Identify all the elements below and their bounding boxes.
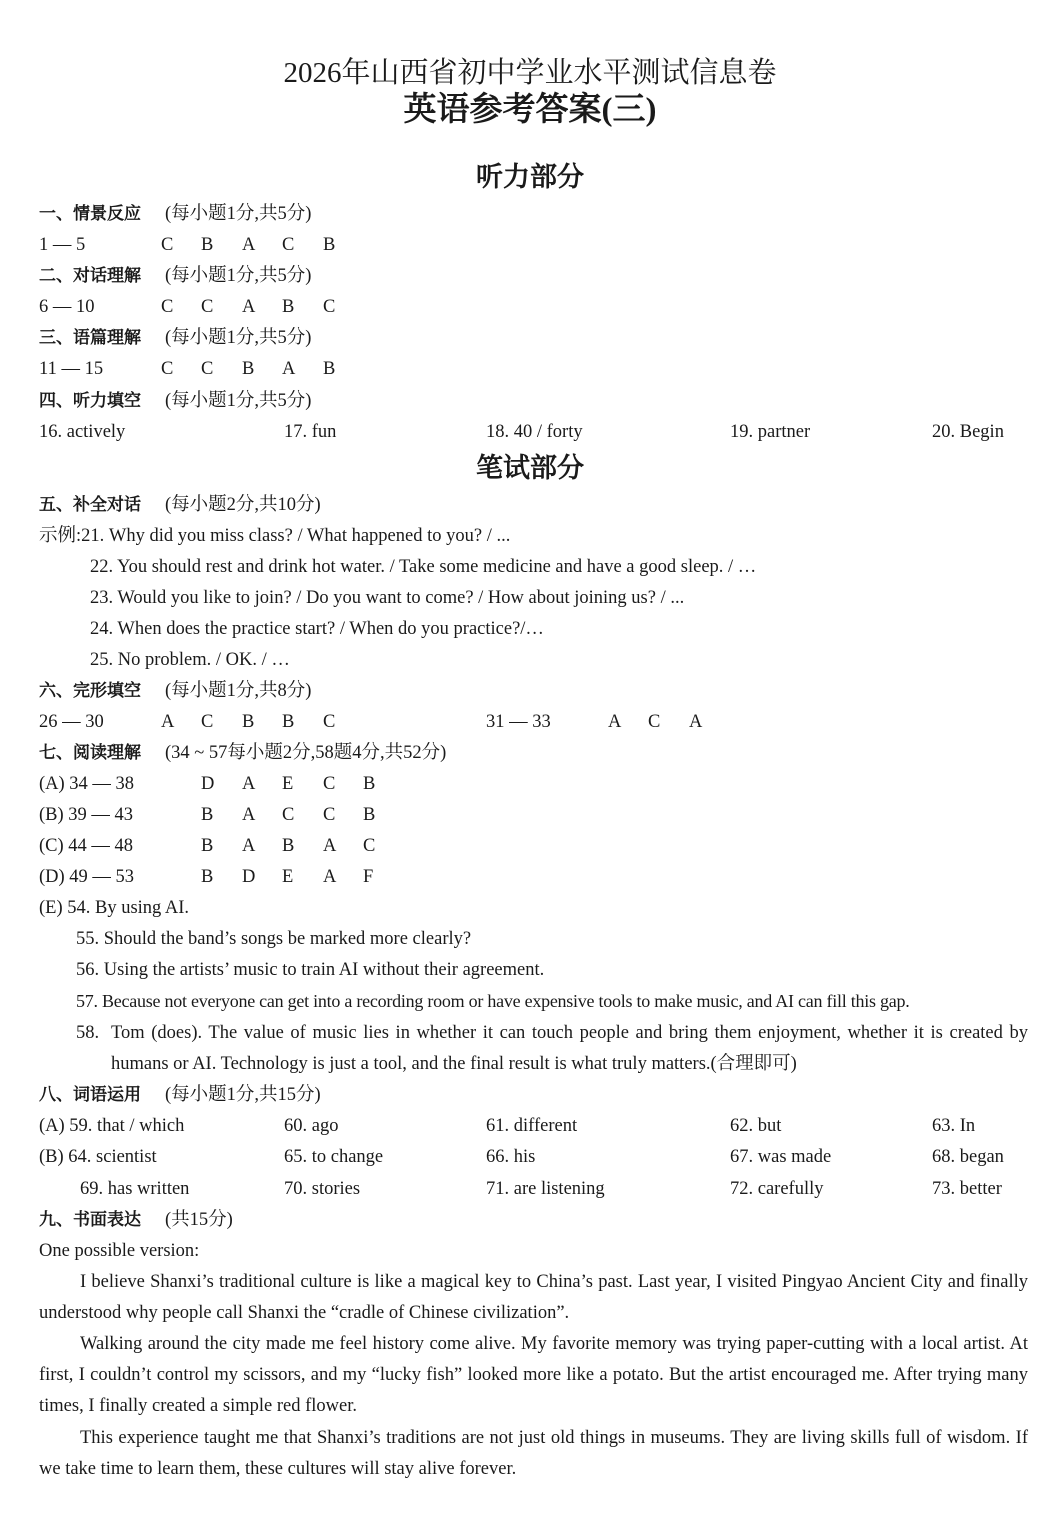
- question-number: 58.: [76, 1023, 100, 1043]
- fill-answer: 17. fun: [284, 422, 337, 442]
- part2-heading: [39, 261, 1030, 292]
- answer-letter: B: [282, 297, 295, 317]
- answer-letter: B: [363, 774, 376, 794]
- answer-letter: A: [689, 712, 703, 732]
- part2-title: 二、对话理解: [39, 266, 141, 286]
- part9-heading: [39, 1205, 1030, 1236]
- answer-letter: C: [201, 359, 214, 379]
- part6-heading: [39, 676, 1030, 707]
- reading-e-57: [39, 986, 1030, 1017]
- part3-note: (每小题1分,共5分): [165, 328, 312, 348]
- reading-answer-text: 57. Because not everyone can get into a recording room or have expensive tools to make music, and AI can fill this gap.: [76, 991, 910, 1011]
- part9-title: 九、书面表达: [39, 1210, 141, 1230]
- word-answer: (B) 64. scientist: [39, 1147, 157, 1167]
- reading-answer-text: 56. Using the artists’ music to train AI without their agreement.: [76, 960, 545, 980]
- word-answer: 67. was made: [730, 1147, 832, 1167]
- answer-letter: B: [201, 805, 214, 825]
- part2-answers: [39, 292, 1030, 323]
- answer-letter: B: [282, 836, 295, 856]
- answer-letter: C: [323, 712, 336, 732]
- part7-note: (34 ~ 57每小题2分,58题4分,共52分): [165, 743, 447, 763]
- answer-letter: A: [323, 867, 337, 887]
- part2-range: 6 — 10: [39, 297, 95, 317]
- fill-answer: 20. Begin: [932, 422, 1004, 442]
- reading-group: [39, 831, 1030, 862]
- essay-intro-text: One possible version:: [39, 1241, 200, 1261]
- dialogue-answer: [39, 521, 1030, 552]
- answer-letter: A: [242, 836, 256, 856]
- part5-note: (每小题2分,共10分): [165, 495, 321, 515]
- answer-letter: A: [242, 774, 256, 794]
- part3-title: 三、语篇理解: [39, 328, 141, 348]
- answer-letter: C: [161, 359, 174, 379]
- answer-letter: C: [363, 836, 376, 856]
- part3-heading: [39, 323, 1030, 354]
- part1-answers: [39, 230, 1030, 261]
- answer-letter: E: [282, 867, 294, 887]
- dialogue-answer: [39, 583, 1030, 614]
- part7-heading: [39, 738, 1030, 769]
- answer-letter: A: [282, 359, 296, 379]
- answer-letter: B: [201, 235, 214, 255]
- dialogue-answer-text: 24. When does the practice start? / When do you practice?/…: [90, 619, 544, 639]
- word-answer: 60. ago: [284, 1116, 339, 1136]
- answer-letter: B: [323, 235, 336, 255]
- reading-e-54: [39, 893, 1030, 924]
- reading-answer-text: (E) 54. By using AI.: [39, 898, 190, 918]
- reading-group-label: (B) 39 — 43: [39, 805, 134, 825]
- dialogue-answer-text: 22. You should rest and drink hot water. / Take some medicine and have a good sleep. / …: [90, 557, 757, 577]
- part7-title: 七、阅读理解: [39, 743, 141, 763]
- answer-letter: A: [323, 836, 337, 856]
- answer-letter: C: [161, 297, 174, 317]
- part6-range2: 31 — 33: [486, 712, 551, 732]
- dialogue-answer-text: 23. Would you like to join? / Do you want to come? / How about joining us? / ...: [90, 588, 685, 608]
- word-answer: 62. but: [730, 1116, 782, 1136]
- answer-letter: B: [242, 712, 255, 732]
- part3-answers: [39, 354, 1030, 385]
- word-answer: 72. carefully: [730, 1179, 824, 1199]
- word-answer: 65. to change: [284, 1147, 384, 1167]
- part6-answers: [39, 707, 1030, 738]
- word-answer: (A) 59. that / which: [39, 1116, 185, 1136]
- part5-title: 五、补全对话: [39, 495, 141, 515]
- fill-answer: 16. actively: [39, 422, 126, 442]
- part1-note: (每小题1分,共5分): [165, 204, 312, 224]
- word-answer: 70. stories: [284, 1179, 361, 1199]
- dialogue-answer-text: 示例:21. Why did you miss class? / What happened to you? / ...: [39, 526, 511, 546]
- answer-letter: A: [242, 805, 256, 825]
- answer-letter: B: [242, 359, 255, 379]
- dialogue-answer-text: 25. No problem. / OK. / …: [90, 650, 290, 670]
- word-answer: 68. began: [932, 1147, 1004, 1167]
- answer-letter: B: [201, 867, 214, 887]
- fill-answer: 19. partner: [730, 422, 811, 442]
- reading-e-56: [39, 955, 1030, 986]
- part9-note: (共15分): [165, 1210, 233, 1230]
- answer-letter: D: [201, 774, 215, 794]
- dialogue-answer: [39, 645, 1030, 676]
- answer-letter: C: [201, 297, 214, 317]
- reading-group: [39, 862, 1030, 893]
- answer-letter: F: [363, 867, 374, 887]
- reading-group: [39, 800, 1030, 831]
- answer-letter: C: [161, 235, 174, 255]
- answer-letter: C: [282, 805, 295, 825]
- word-use-row-b: [39, 1142, 1030, 1173]
- part8-heading: [39, 1080, 1030, 1111]
- part4-note: (每小题1分,共5分): [165, 391, 312, 411]
- answer-letter: A: [161, 712, 175, 732]
- dialogue-answer: [39, 614, 1030, 645]
- part8-title: 八、词语运用: [39, 1085, 141, 1105]
- essay-paragraph-3: This experience taught me that Shanxi’s traditions are not just old things in museums. They are living skills full of wisdom. If we take time to learn them, these cultures will stay alive forever.: [39, 1428, 1028, 1479]
- word-answer: 61. different: [486, 1116, 578, 1136]
- word-answer: 63. In: [932, 1116, 976, 1136]
- part3-range: 11 — 15: [39, 359, 104, 379]
- dialogue-answer: [39, 552, 1030, 583]
- document-subtitle: 英语参考答案(三): [403, 92, 657, 128]
- document-title: 2026年山西省初中学业水平测试信息卷: [283, 57, 777, 89]
- writing-section-heading: 笔试部分: [476, 453, 584, 483]
- word-use-row-c: [39, 1174, 1030, 1205]
- part6-title: 六、完形填空: [39, 681, 141, 701]
- word-answer: 69. has written: [80, 1179, 190, 1199]
- answer-letter: C: [323, 297, 336, 317]
- answer-letter: E: [282, 774, 294, 794]
- part5-heading: [39, 490, 1030, 521]
- answer-letter: C: [201, 712, 214, 732]
- reading-answer-text: 55. Should the band’s songs be marked more clearly?: [76, 929, 472, 949]
- reading-group-label: (A) 34 — 38: [39, 774, 135, 794]
- word-answer: 73. better: [932, 1179, 1002, 1199]
- essay-paragraph-1: I believe Shanxi’s traditional culture is like a magical key to China’s past. Last year, I visited Pingyao Ancient City and finally understood why people call Shanxi the “cradle of Chinese civilization”.: [39, 1272, 1028, 1323]
- answer-letter: B: [363, 805, 376, 825]
- answer-letter: C: [282, 235, 295, 255]
- answer-letter: D: [242, 867, 256, 887]
- answer-letter: C: [648, 712, 661, 732]
- answer-letter: B: [282, 712, 295, 732]
- answer-letter: C: [323, 805, 336, 825]
- part4-heading: [39, 386, 1030, 417]
- part6-range1: 26 — 30: [39, 712, 104, 732]
- reading-group-label: (D) 49 — 53: [39, 867, 135, 887]
- essay-paragraph-2: Walking around the city made me feel history come alive. My favorite memory was trying paper-cutting with a local artist. At first, I couldn’t control my scissors, and my “lucky fish” looked more like a potato. But the artist encouraged me. After trying many times, I finally created a simple red flower.: [39, 1334, 1028, 1416]
- answer-letter: C: [323, 774, 336, 794]
- part6-note: (每小题1分,共8分): [165, 681, 312, 701]
- part1-range: 1 — 5: [39, 235, 86, 255]
- listening-section-heading: 听力部分: [476, 162, 584, 192]
- answer-letter: B: [201, 836, 214, 856]
- reading-group: [39, 769, 1030, 800]
- answer-letter: A: [608, 712, 622, 732]
- word-use-row-a: [39, 1111, 1030, 1142]
- answer-letter: A: [242, 235, 256, 255]
- part1-title: 一、情景反应: [39, 204, 141, 224]
- part1-heading: [39, 199, 1030, 230]
- fill-answer: 18. 40 / forty: [486, 422, 583, 442]
- essay-intro: [39, 1236, 1030, 1267]
- word-answer: 71. are listening: [486, 1179, 605, 1199]
- part2-note: (每小题1分,共5分): [165, 266, 312, 286]
- reading-e-58-answer: Tom (does). The value of music lies in whether it can touch people and bring them enjoyment, whether it is created by humans or AI. Technology is just a tool, and the final result is what truly matters.(合理即可): [111, 1023, 1028, 1074]
- reading-group-label: (C) 44 — 48: [39, 836, 134, 856]
- word-answer: 66. his: [486, 1147, 536, 1167]
- part4-title: 四、听力填空: [39, 391, 141, 411]
- answer-letter: B: [323, 359, 336, 379]
- reading-e-55: [39, 924, 1030, 955]
- part4-answers: [39, 417, 1030, 448]
- part8-note: (每小题1分,共15分): [165, 1085, 321, 1105]
- answer-letter: A: [242, 297, 256, 317]
